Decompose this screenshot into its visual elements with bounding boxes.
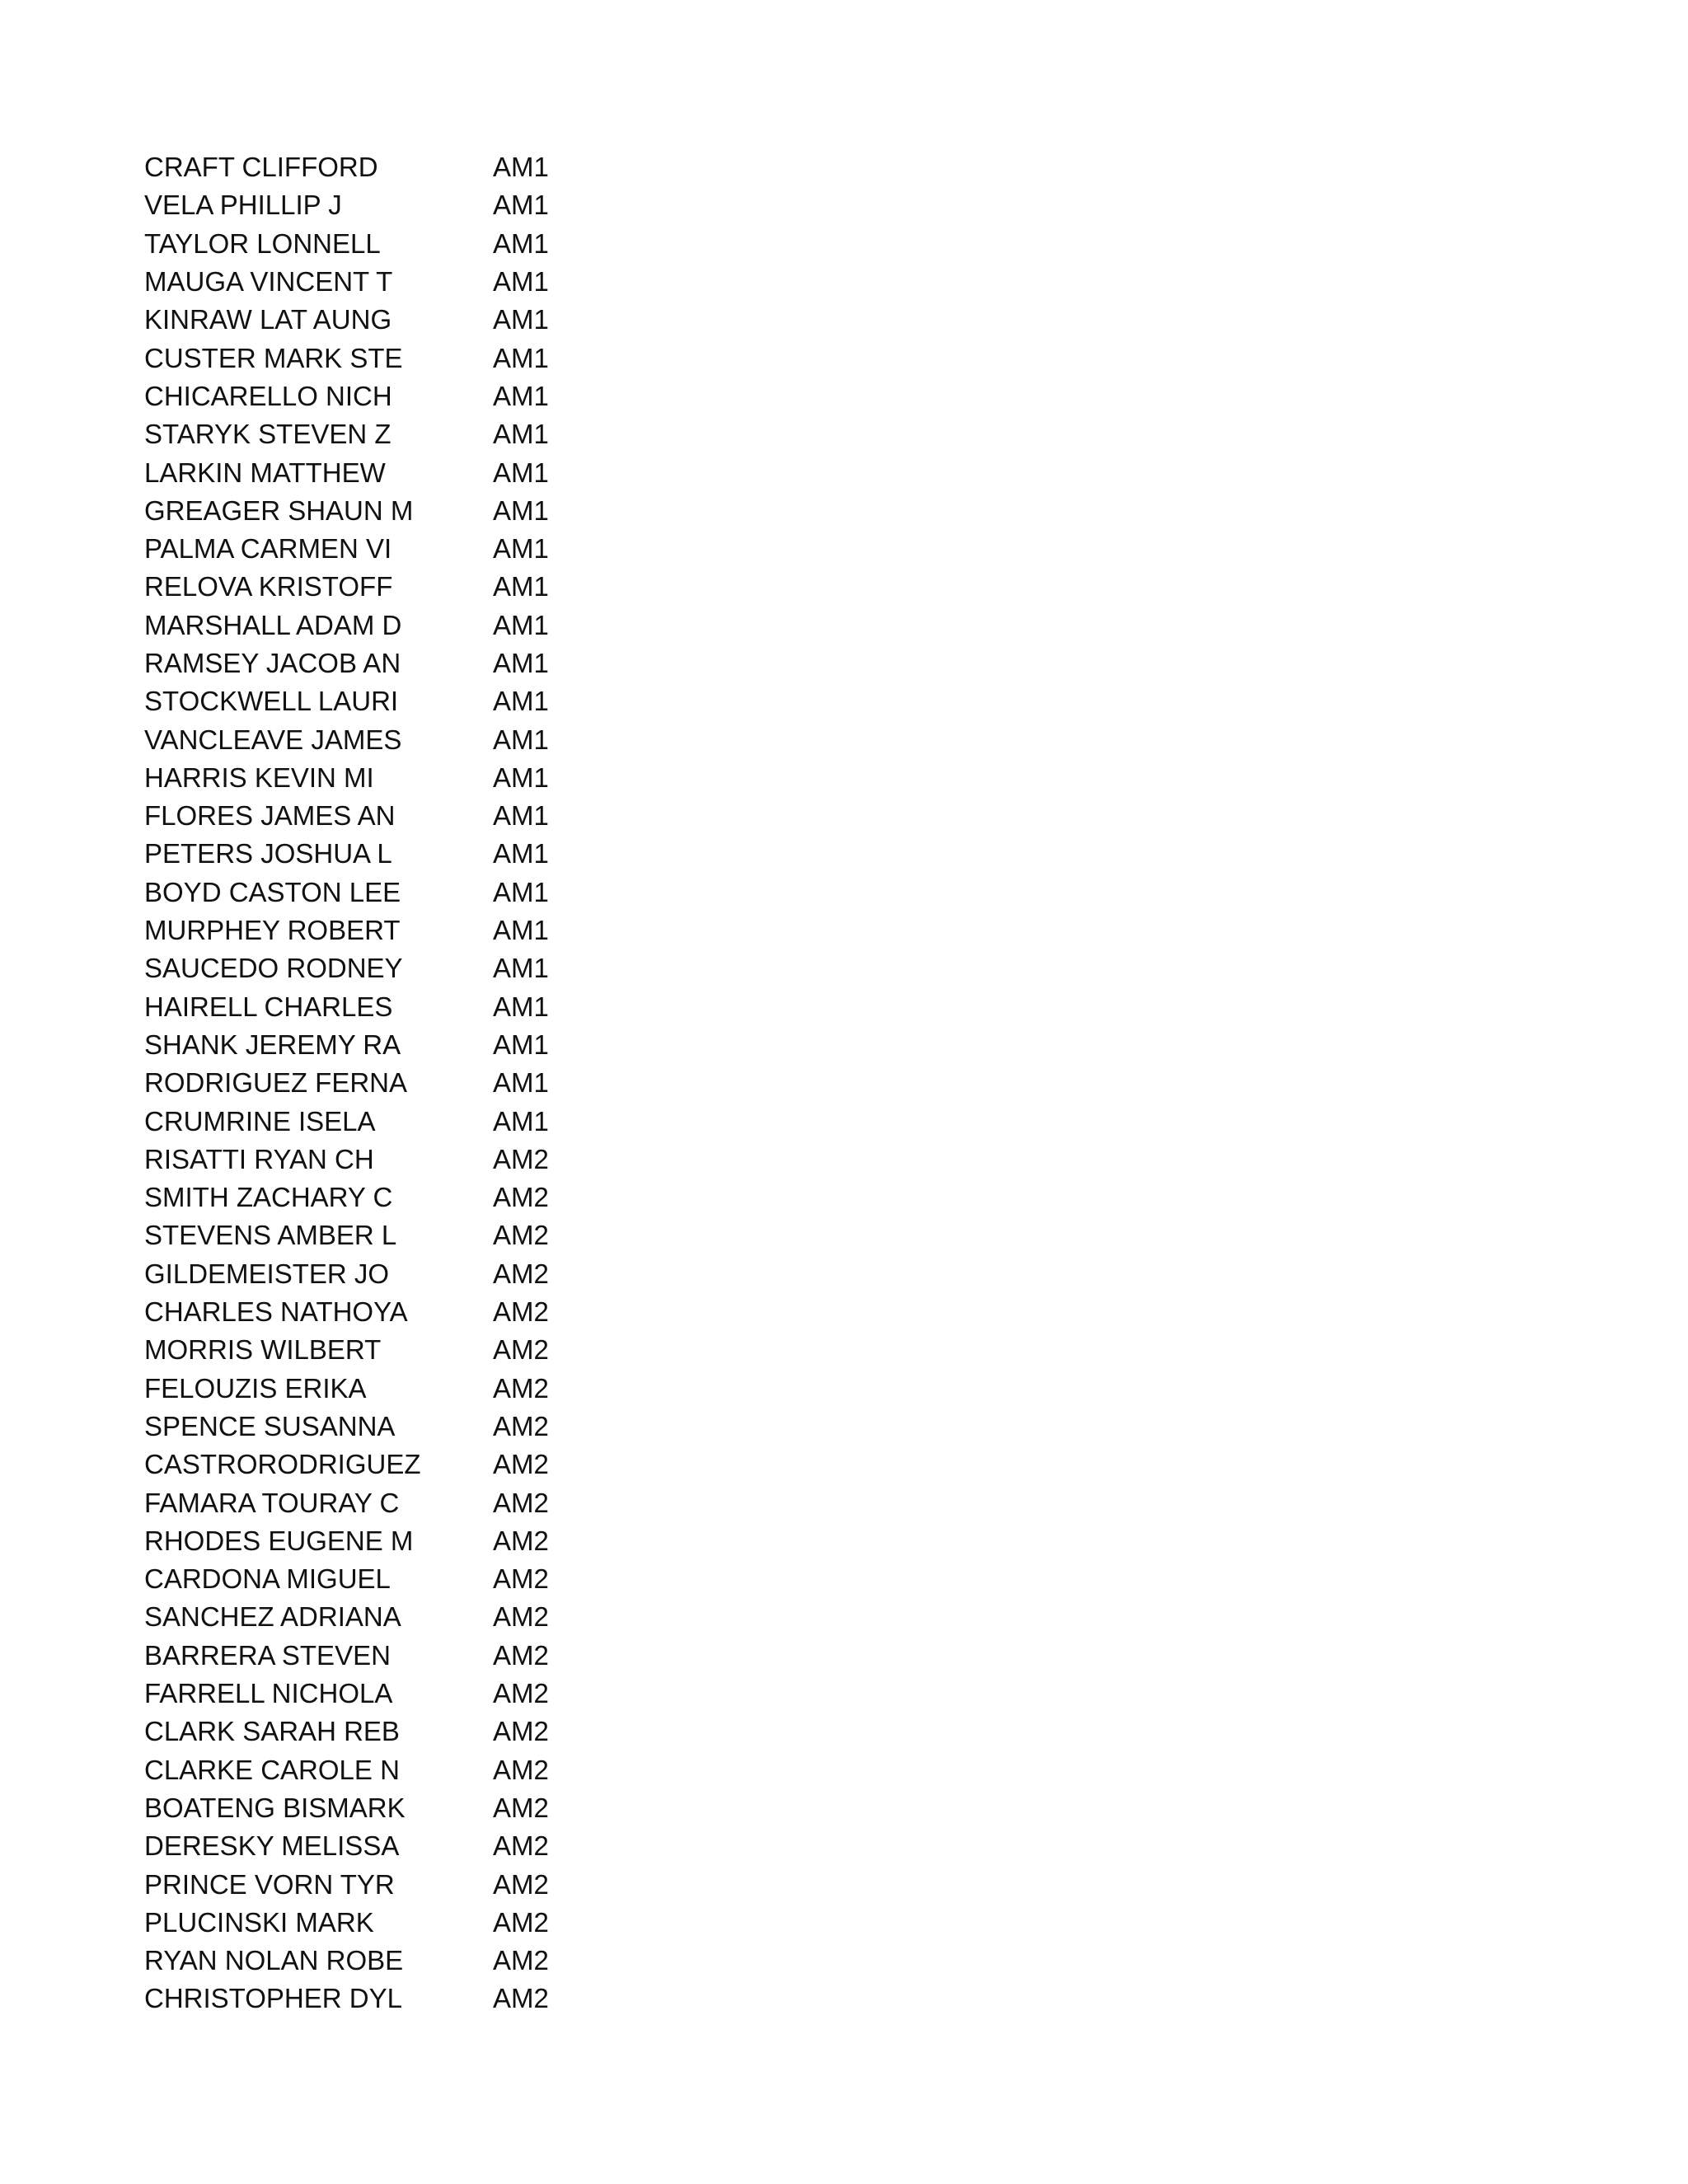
- roster-name: BOATENG BISMARK: [144, 1792, 406, 1823]
- roster-code: AM2: [493, 1296, 549, 1328]
- roster-code: AM2: [493, 1372, 549, 1404]
- roster-code: AM2: [493, 1639, 549, 1671]
- roster-row: [144, 1483, 606, 1521]
- roster-name: CHRISTOPHER DYL: [144, 1983, 402, 2014]
- roster-name: BARRERA STEVEN: [144, 1639, 391, 1671]
- roster-code: AM2: [493, 1716, 549, 1747]
- roster-row: [144, 1026, 606, 1064]
- roster-name: CRAFT CLIFFORD: [144, 152, 378, 183]
- roster-row: [144, 225, 606, 263]
- roster-code: AM2: [493, 1487, 549, 1518]
- roster-row: [144, 1942, 606, 1980]
- roster-row: [144, 682, 606, 720]
- roster-row: [144, 835, 606, 873]
- roster-code: AM2: [493, 1945, 549, 1976]
- roster-row: [144, 1293, 606, 1331]
- roster-name: STEVENS AMBER L: [144, 1220, 397, 1251]
- roster-list: [144, 148, 606, 2018]
- roster-code: AM1: [493, 266, 549, 298]
- roster-code: AM1: [493, 342, 549, 373]
- roster-row: [144, 797, 606, 835]
- roster-row: [144, 301, 606, 339]
- roster-row: [144, 607, 606, 644]
- roster-code: AM2: [493, 1410, 549, 1441]
- roster-code: AM2: [493, 1678, 549, 1709]
- roster-row: [144, 1560, 606, 1598]
- roster-name: FARRELL NICHOLA: [144, 1678, 393, 1709]
- roster-code: AM2: [493, 1601, 549, 1633]
- roster-name: CRUMRINE ISELA: [144, 1105, 376, 1137]
- roster-name: SHANK JEREMY RA: [144, 1029, 401, 1060]
- roster-name: PALMA CARMEN VI: [144, 533, 392, 565]
- roster-name: PRINCE VORN TYR: [144, 1868, 395, 1900]
- roster-name: RELOVA KRISTOFF: [144, 571, 393, 602]
- roster-row: [144, 1102, 606, 1140]
- roster-row: [144, 1675, 606, 1713]
- roster-row: [144, 1064, 606, 1102]
- roster-code: AM1: [493, 533, 549, 565]
- roster-name: MAUGA VINCENT T: [144, 266, 393, 298]
- roster-name: CARDONA MIGUEL: [144, 1563, 391, 1595]
- roster-name: BOYD CASTON LEE: [144, 876, 401, 907]
- roster-code: AM1: [493, 991, 549, 1022]
- roster-row: [144, 720, 606, 758]
- roster-code: AM2: [493, 1334, 549, 1366]
- roster-code: AM1: [493, 876, 549, 907]
- roster-name: GREAGER SHAUN M: [144, 494, 414, 526]
- roster-row: [144, 1331, 606, 1369]
- roster-row: [144, 1216, 606, 1254]
- roster-code: AM2: [493, 1182, 549, 1213]
- roster-row: [144, 1637, 606, 1675]
- roster-name: CASTRORODRIGUEZ: [144, 1449, 421, 1480]
- roster-row: [144, 988, 606, 1026]
- roster-row: [144, 1598, 606, 1636]
- roster-name: FELOUZIS ERIKA: [144, 1372, 367, 1404]
- roster-row: [144, 1446, 606, 1483]
- roster-name: MARSHALL ADAM D: [144, 609, 402, 640]
- roster-code: AM2: [493, 1143, 549, 1174]
- roster-name: FLORES JAMES AN: [144, 800, 396, 832]
- roster-code: AM1: [493, 762, 549, 793]
- roster-name: CHICARELLO NICH: [144, 380, 392, 411]
- roster-code: AM1: [493, 724, 549, 755]
- roster-row: [144, 568, 606, 606]
- roster-name: VELA PHILLIP J: [144, 190, 342, 221]
- roster-row: [144, 453, 606, 491]
- roster-name: HAIRELL CHARLES: [144, 991, 393, 1022]
- roster-name: RHODES EUGENE M: [144, 1525, 414, 1556]
- roster-row: [144, 1904, 606, 1942]
- roster-code: AM2: [493, 1983, 549, 2014]
- roster-code: AM2: [493, 1525, 549, 1556]
- roster-code: AM1: [493, 494, 549, 526]
- roster-name: SAUCEDO RODNEY: [144, 953, 403, 984]
- roster-name: RISATTI RYAN CH: [144, 1143, 374, 1174]
- roster-row: [144, 1827, 606, 1865]
- roster-name: PLUCINSKI MARK: [144, 1906, 374, 1938]
- roster-code: AM2: [493, 1868, 549, 1900]
- roster-code: AM1: [493, 1029, 549, 1060]
- roster-row: [144, 912, 606, 949]
- roster-code: AM1: [493, 609, 549, 640]
- roster-code: AM2: [493, 1754, 549, 1785]
- roster-code: AM1: [493, 1067, 549, 1099]
- roster-row: [144, 492, 606, 530]
- roster-row: [144, 874, 606, 912]
- roster-code: AM2: [493, 1563, 549, 1595]
- roster-name: MORRIS WILBERT: [144, 1334, 382, 1366]
- roster-row: [144, 377, 606, 415]
- roster-code: AM2: [493, 1449, 549, 1480]
- roster-code: AM2: [493, 1906, 549, 1938]
- roster-code: AM1: [493, 152, 549, 183]
- roster-name: VANCLEAVE JAMES: [144, 724, 402, 755]
- roster-code: AM1: [493, 380, 549, 411]
- roster-code: AM2: [493, 1220, 549, 1251]
- roster-name: SANCHEZ ADRIANA: [144, 1601, 401, 1633]
- roster-code: AM2: [493, 1792, 549, 1823]
- roster-row: [144, 1408, 606, 1446]
- roster-code: AM1: [493, 419, 549, 450]
- roster-row: [144, 644, 606, 682]
- roster-row: [144, 949, 606, 987]
- roster-row: [144, 263, 606, 301]
- roster-row: [144, 1179, 606, 1216]
- roster-code: AM1: [493, 227, 549, 259]
- roster-code: AM2: [493, 1830, 549, 1862]
- roster-name: SPENCE SUSANNA: [144, 1410, 396, 1441]
- roster-name: TAYLOR LONNELL: [144, 227, 381, 259]
- roster-row: [144, 759, 606, 797]
- roster-row: [144, 1713, 606, 1750]
- roster-name: RAMSEY JACOB AN: [144, 648, 401, 678]
- roster-name: DERESKY MELISSA: [144, 1830, 400, 1862]
- roster-code: AM1: [493, 953, 549, 984]
- roster-name: MURPHEY ROBERT: [144, 915, 401, 946]
- roster-row: [144, 415, 606, 453]
- roster-code: AM1: [493, 648, 549, 678]
- roster-row: [144, 1255, 606, 1293]
- roster-name: LARKIN MATTHEW: [144, 457, 386, 488]
- roster-row: [144, 1141, 606, 1179]
- roster-row: [144, 1370, 606, 1408]
- roster-name: PETERS JOSHUA L: [144, 838, 392, 869]
- roster-code: AM1: [493, 915, 549, 946]
- roster-code: AM1: [493, 800, 549, 832]
- roster-row: [144, 339, 606, 377]
- roster-name: SMITH ZACHARY C: [144, 1182, 393, 1213]
- roster-code: AM1: [493, 686, 549, 717]
- roster-row: [144, 1522, 606, 1560]
- roster-name: RODRIGUEZ FERNA: [144, 1067, 408, 1099]
- roster-name: RYAN NOLAN ROBE: [144, 1945, 404, 1976]
- roster-row: [144, 1750, 606, 1788]
- roster-code: AM1: [493, 571, 549, 602]
- roster-name: KINRAW LAT AUNG: [144, 304, 392, 335]
- roster-row: [144, 1865, 606, 1903]
- roster-name: FAMARA TOURAY C: [144, 1487, 400, 1518]
- roster-code: AM1: [493, 457, 549, 488]
- roster-code: AM1: [493, 1105, 549, 1137]
- roster-name: HARRIS KEVIN MI: [144, 762, 374, 793]
- roster-name: CLARKE CAROLE N: [144, 1754, 400, 1785]
- roster-name: CUSTER MARK STE: [144, 342, 403, 373]
- roster-code: AM1: [493, 304, 549, 335]
- roster-row: [144, 186, 606, 224]
- roster-code: AM2: [493, 1258, 549, 1289]
- roster-row: [144, 1789, 606, 1827]
- roster-name: CHARLES NATHOYA: [144, 1296, 408, 1328]
- roster-row: [144, 530, 606, 568]
- roster-name: STOCKWELL LAURI: [144, 686, 399, 717]
- roster-row: [144, 148, 606, 186]
- roster-name: GILDEMEISTER JO: [144, 1258, 390, 1289]
- roster-code: AM1: [493, 838, 549, 869]
- roster-code: AM1: [493, 190, 549, 221]
- roster-name: CLARK SARAH REB: [144, 1716, 400, 1747]
- roster-row: [144, 1980, 606, 2018]
- roster-name: STARYK STEVEN Z: [144, 419, 392, 450]
